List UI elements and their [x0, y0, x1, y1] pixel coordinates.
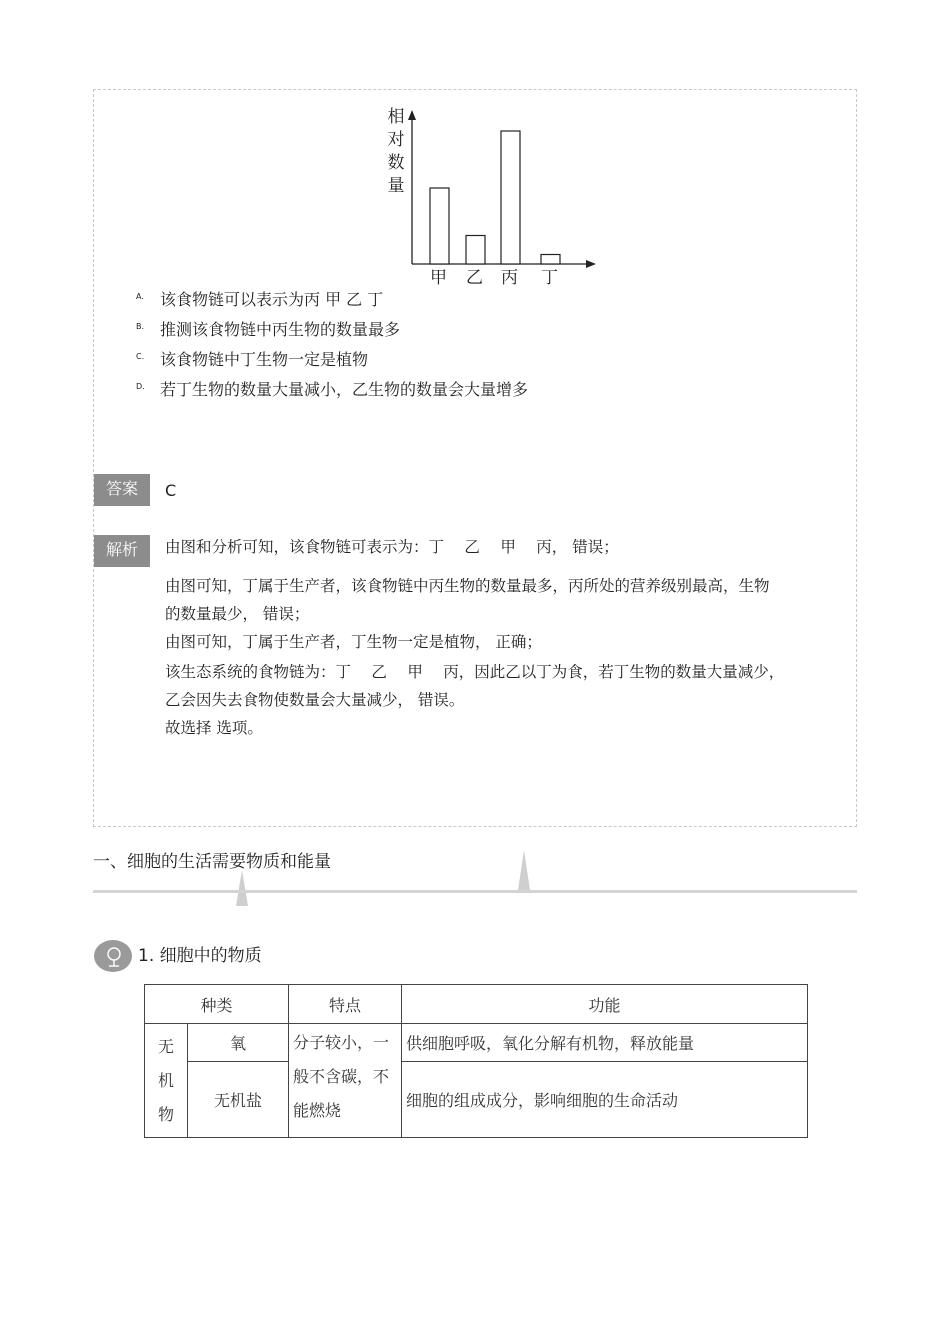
option-text: 该食物链中丁生物一定是植物: [160, 350, 369, 369]
analysis-tag: 解析: [94, 535, 150, 567]
y-axis-label-char: 量: [387, 176, 405, 196]
analysis-line-5: 该生态系统的食物链为：丁 乙 甲 丙，因此乙以丁为食，若丁生物的数量大量减少，: [165, 663, 785, 681]
option-d[interactable]: [136, 380, 528, 400]
y-axis-label-char: 对: [387, 130, 405, 150]
option-text: 该食物链可以表示为丙 甲 乙 丁: [160, 290, 384, 309]
answer-tag: 答案: [94, 474, 150, 506]
category-label: 无机物: [158, 1036, 175, 1124]
row-oxygen: 氧: [188, 1024, 289, 1062]
subsection-title: 1. 细胞中的物质: [138, 946, 262, 966]
decor-triangle: [518, 850, 530, 890]
analysis-line-4: 由图可知，丁属于生产者，丁生物一定是植物， 正确；: [165, 633, 542, 651]
analysis-line-1: 由图和分析可知，该食物链可表示为：丁 乙 甲 丙， 错误；: [165, 538, 619, 556]
function-oxygen: 供细胞呼吸，氧化分解有机物，释放能量: [402, 1024, 808, 1062]
y-axis-label-char: 相: [387, 107, 405, 127]
analysis-line-2: 由图可知，丁属于生产者，该食物链中丙生物的数量最多，丙所处的营养级别最高，生物: [165, 577, 770, 595]
option-letter: B.: [136, 322, 145, 331]
decor-triangle: [236, 870, 248, 906]
x-tick-label: 丙: [501, 268, 518, 288]
option-letter: D.: [136, 382, 145, 391]
header-feature: 特点: [289, 985, 402, 1024]
section-title: 一、细胞的生活需要物质和能量: [93, 852, 331, 872]
bar-1: [430, 188, 449, 264]
bar-2: [466, 236, 485, 265]
option-a[interactable]: [136, 290, 383, 310]
x-tick-label: 甲: [430, 268, 447, 288]
y-axis-label-char: 数: [387, 153, 405, 173]
header-function: 功能: [402, 985, 808, 1024]
option-text: 推测该食物链中丙生物的数量最多: [160, 320, 401, 339]
bar-chart: [380, 100, 610, 295]
substance-table: [144, 984, 808, 1138]
option-b[interactable]: [136, 320, 400, 340]
option-c[interactable]: [136, 350, 368, 370]
analysis-line-7: 故选择 选项。: [165, 719, 263, 737]
analysis-line-3: 的数量最少， 错误；: [165, 605, 310, 623]
feature-cell: 分子较小，一般不含碳，不能燃烧: [289, 1024, 402, 1138]
answer-value: C: [165, 481, 177, 500]
bar-4: [541, 255, 560, 265]
row-salt: 无机盐: [188, 1062, 289, 1138]
x-axis-arrow: [586, 260, 596, 268]
option-text: 若丁生物的数量大量减小，乙生物的数量会大量增多: [160, 380, 529, 399]
y-axis-arrow: [408, 110, 416, 120]
header-kind: 种类: [145, 985, 289, 1024]
category-cell: [145, 1024, 188, 1138]
tree-icon: [94, 940, 132, 972]
x-tick-label: 丁: [541, 268, 558, 288]
option-letter: C.: [136, 352, 145, 361]
analysis-line-6: 乙会因失去食物使数量会大量减少， 错误。: [165, 691, 465, 709]
bar-3: [501, 131, 520, 264]
function-salt: 细胞的组成成分，影响细胞的生命活动: [402, 1062, 808, 1138]
option-letter: A.: [136, 292, 144, 301]
section-divider: [93, 890, 857, 893]
x-tick-label: 乙: [466, 268, 483, 288]
